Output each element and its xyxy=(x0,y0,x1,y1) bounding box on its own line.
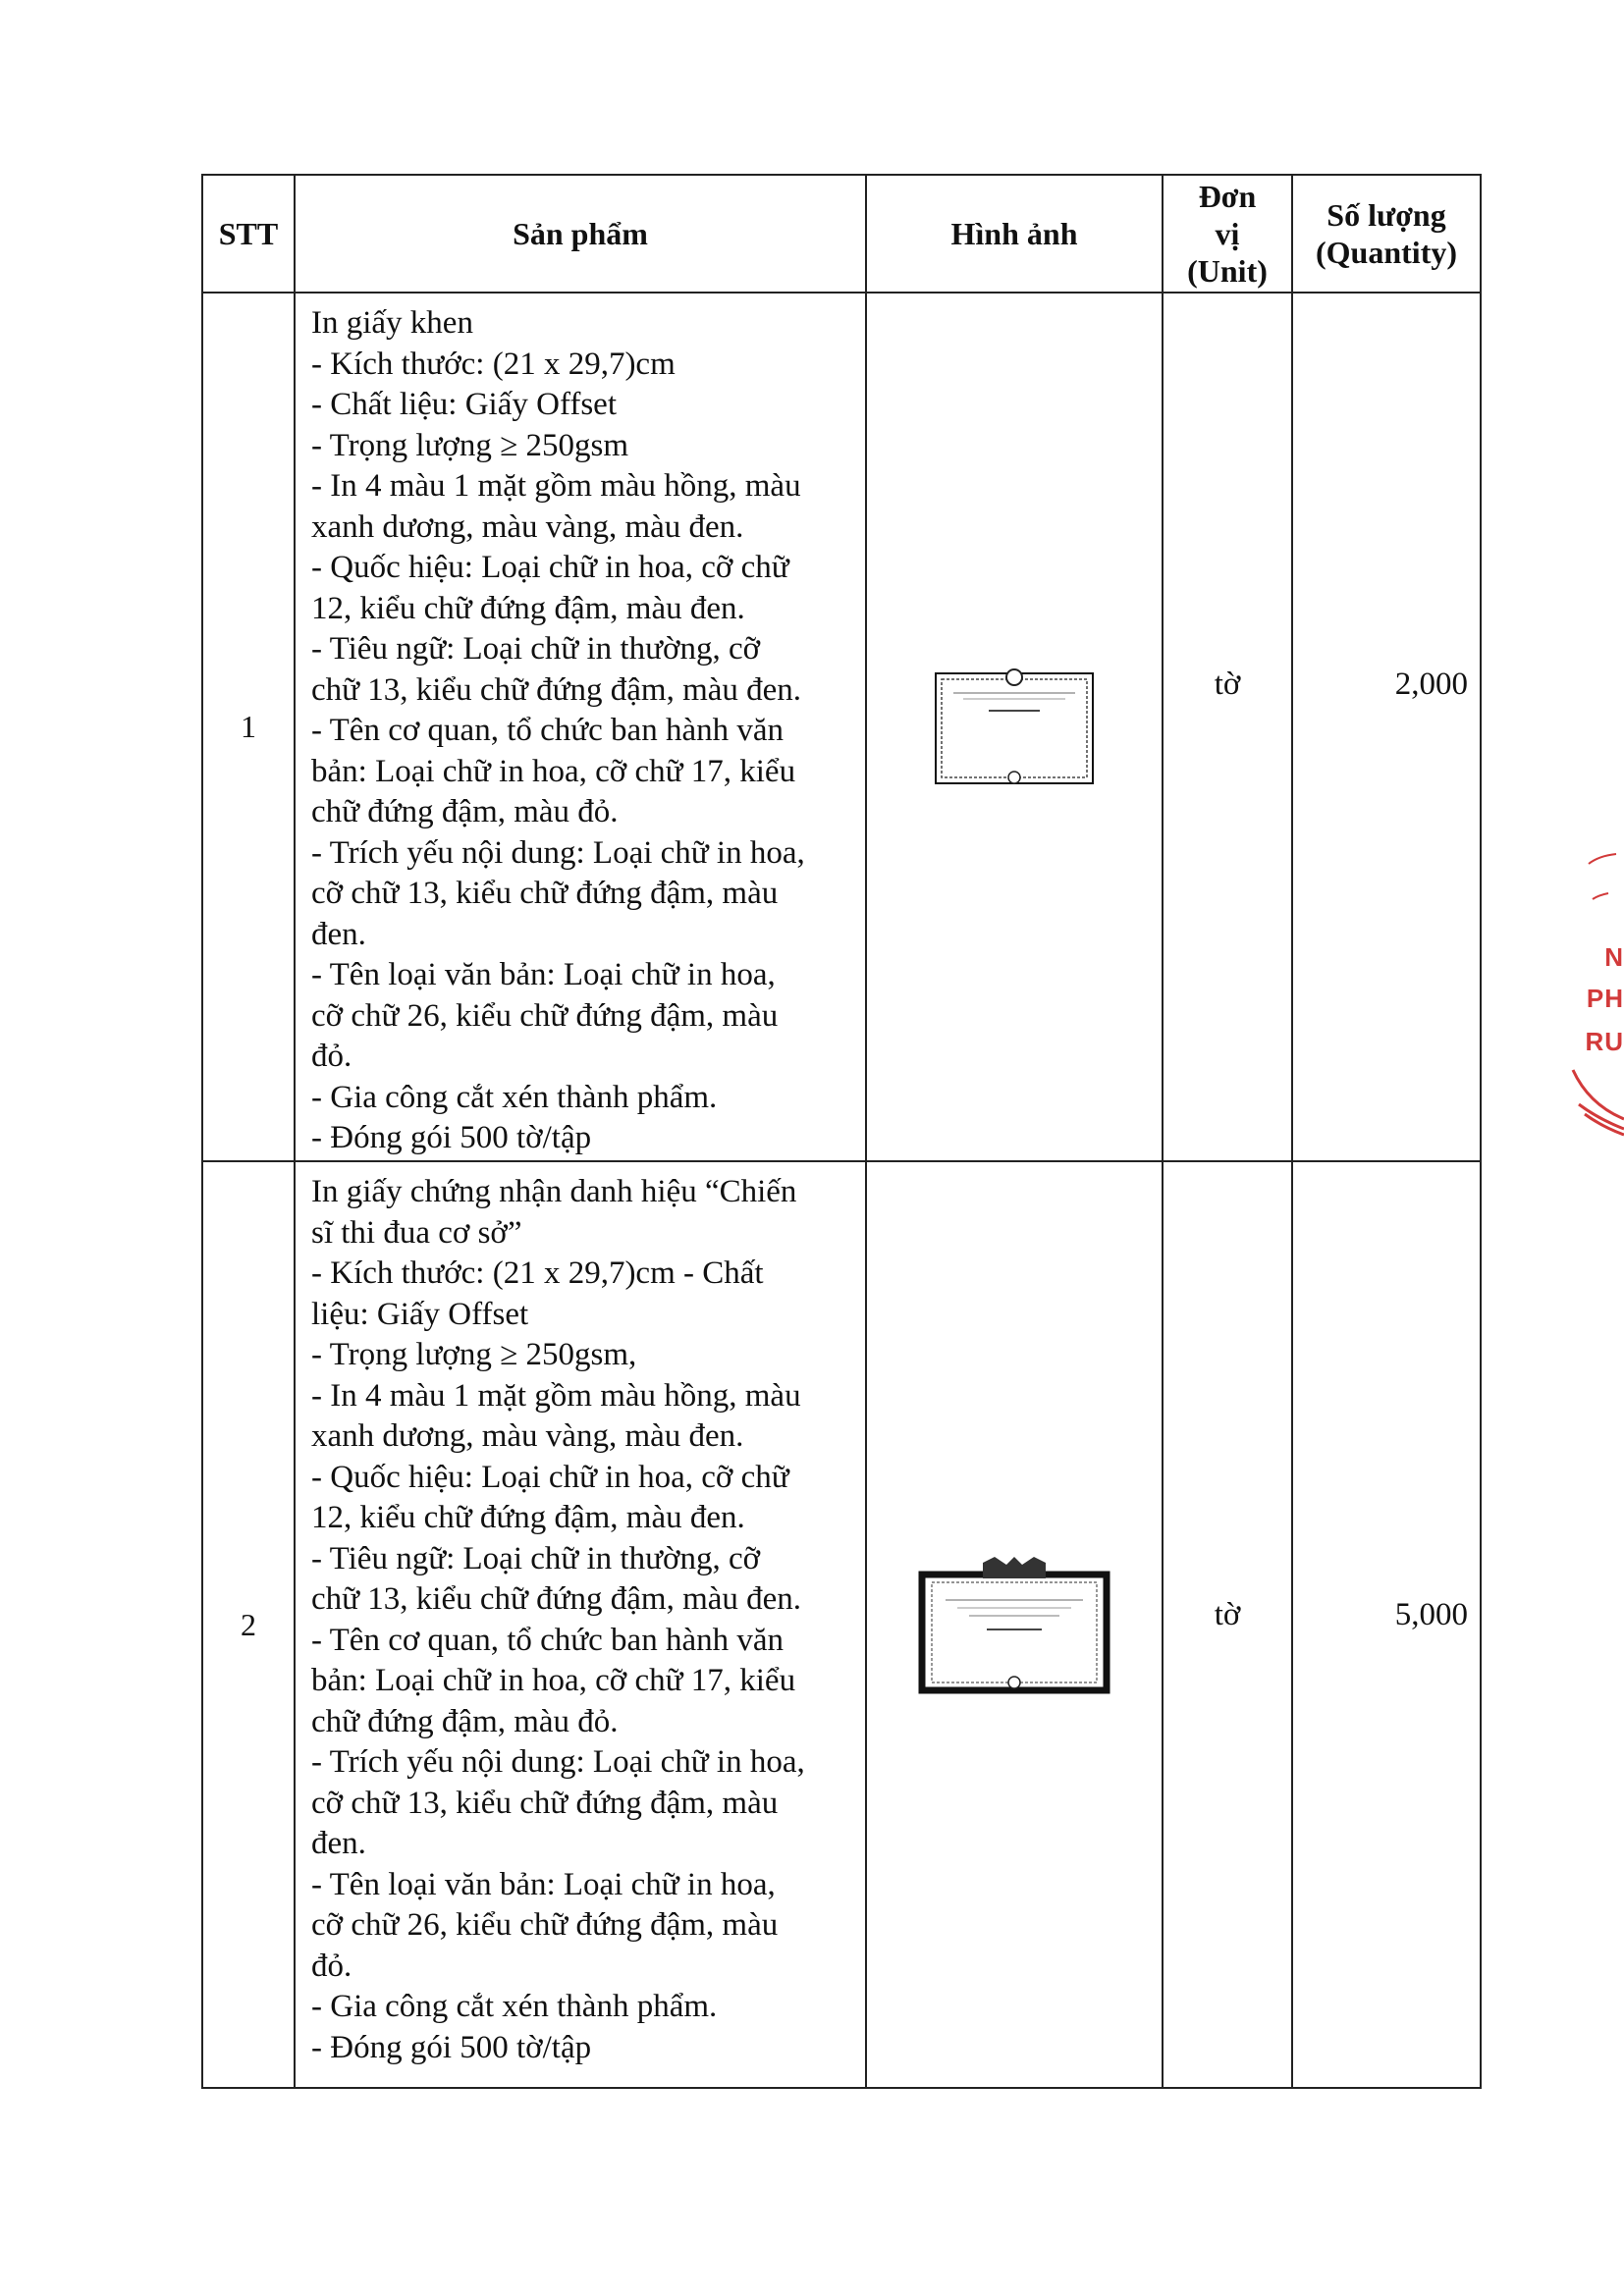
description-line: xanh dương, màu vàng, màu đen. xyxy=(311,1418,744,1454)
description-line: - Tiêu ngữ: Loại chữ in thường, cỡ xyxy=(311,1540,761,1576)
description-line: cỡ chữ 26, kiểu chữ đứng đậm, màu xyxy=(311,997,779,1034)
red-stamp-fragment xyxy=(1569,834,1624,1158)
description-line: đen. xyxy=(311,1826,366,1861)
description-line: - Quốc hiệu: Loại chữ in hoa, cỡ chữ xyxy=(311,1459,789,1495)
description-line: sĩ thi đua cơ sở” xyxy=(311,1214,522,1251)
description-line: chữ đứng đậm, màu đỏ. xyxy=(311,1703,619,1739)
description-line: - Gia công cắt xén thành phẩm. xyxy=(311,1079,718,1115)
row-quantity-value: 5,000 xyxy=(1394,1597,1468,1632)
row-unit-value: tờ xyxy=(1214,1597,1241,1632)
description-line: - Trọng lượng ≥ 250gsm xyxy=(311,427,629,463)
description-line: - Tên cơ quan, tổ chức ban hành văn xyxy=(311,1622,784,1658)
row-quantity xyxy=(1292,1161,1481,2088)
description-line: - Quốc hiệu: Loại chữ in hoa, cỡ chữ xyxy=(311,550,789,585)
description-line: 12, kiểu chữ đứng đậm, màu đen. xyxy=(311,1500,745,1535)
header-quantity-line: Số lượng xyxy=(1326,197,1446,233)
certificate-thumbnail-icon xyxy=(934,667,1095,787)
description-line: - Trích yếu nội dung: Loại chữ in hoa, xyxy=(311,834,805,871)
description-line: cỡ chữ 13, kiểu chữ đứng đậm, màu xyxy=(311,1785,779,1821)
description-line: In giấy khen xyxy=(311,305,473,341)
description-line: - In 4 màu 1 mặt gồm màu hồng, màu xyxy=(311,468,801,504)
description-line: - Gia công cắt xén thành phẩm. xyxy=(311,1989,718,2024)
description-line: chữ 13, kiểu chữ đứng đậm, màu đen. xyxy=(311,671,802,708)
description-line: - Trọng lượng ≥ 250gsm, xyxy=(311,1337,637,1372)
header-unit xyxy=(1163,175,1292,293)
stamp-text-fragment: N xyxy=(1604,942,1624,972)
description-line: - Kích thước: (21 x 29,7)cm xyxy=(311,346,676,382)
description-line: cỡ chữ 26, kiểu chữ đứng đậm, màu xyxy=(311,1907,779,1943)
description-line: liệu: Giấy Offset xyxy=(311,1296,529,1332)
description-line: In giấy chứng nhận danh hiệu “Chiến xyxy=(311,1174,797,1209)
header-stt: STT xyxy=(202,175,295,293)
description-line: xanh dương, màu vàng, màu đen. xyxy=(311,508,744,545)
stamp-text-fragment: PH xyxy=(1586,984,1624,1013)
product-description xyxy=(295,1161,866,2088)
row-stt: 1 xyxy=(202,293,295,1161)
stamp-text-fragment: RU xyxy=(1585,1027,1624,1056)
description-line: - Tên loại văn bản: Loại chữ in hoa, xyxy=(311,1866,776,1902)
description-line: bản: Loại chữ in hoa, cỡ chữ 17, kiểu xyxy=(311,753,796,789)
product-table xyxy=(201,174,1482,2089)
header-unit-line: (Unit) xyxy=(1187,253,1268,289)
description-line: - Chất liệu: Giấy Offset xyxy=(311,387,617,422)
header-quantity-line: (Quantity) xyxy=(1316,235,1457,270)
row-stt: 2 xyxy=(202,1161,295,2088)
table-row xyxy=(202,293,1481,1161)
description-line: đỏ. xyxy=(311,1039,352,1074)
product-image-cell xyxy=(866,293,1163,1161)
description-line: - Trích yếu nội dung: Loại chữ in hoa, xyxy=(311,1744,805,1780)
header-unit-line: vị xyxy=(1215,216,1240,251)
header-product: Sản phẩm xyxy=(295,175,866,293)
row-unit xyxy=(1163,1161,1292,2088)
description-line: 12, kiểu chữ đứng đậm, màu đen. xyxy=(311,590,745,626)
description-line: - Tên loại văn bản: Loại chữ in hoa, xyxy=(311,957,776,992)
header-unit-line: Đơn xyxy=(1198,179,1257,214)
description-line: bản: Loại chữ in hoa, cỡ chữ 17, kiểu xyxy=(311,1663,796,1698)
description-line: - In 4 màu 1 mặt gồm màu hồng, màu xyxy=(311,1377,801,1414)
product-description xyxy=(295,293,866,1161)
description-line: - Đóng gói 500 tờ/tập xyxy=(311,2029,592,2065)
description-line: chữ 13, kiểu chữ đứng đậm, màu đen. xyxy=(311,1581,802,1617)
product-image-cell xyxy=(866,1161,1163,2088)
row-quantity xyxy=(1292,293,1481,1161)
description-line: - Tên cơ quan, tổ chức ban hành văn xyxy=(311,713,784,748)
description-line: đỏ. xyxy=(311,1948,352,1984)
row-unit-value: tờ xyxy=(1214,667,1241,702)
description-line: đen. xyxy=(311,916,366,952)
header-quantity xyxy=(1292,175,1481,293)
row-quantity-value: 2,000 xyxy=(1394,667,1468,702)
row-unit xyxy=(1163,293,1292,1161)
description-line: cỡ chữ 13, kiểu chữ đứng đậm, màu xyxy=(311,876,779,911)
table-row xyxy=(202,1161,1481,2088)
description-line: - Kích thước: (21 x 29,7)cm - Chất xyxy=(311,1255,764,1291)
header-image: Hình ảnh xyxy=(866,175,1163,293)
description-line: - Tiêu ngữ: Loại chữ in thường, cỡ xyxy=(311,631,761,667)
description-line: chữ đứng đậm, màu đỏ. xyxy=(311,794,619,829)
description-line: - Đóng gói 500 tờ/tập xyxy=(311,1120,592,1155)
table-header-row xyxy=(202,175,1481,293)
certificate-thumbnail-icon xyxy=(918,1555,1110,1694)
